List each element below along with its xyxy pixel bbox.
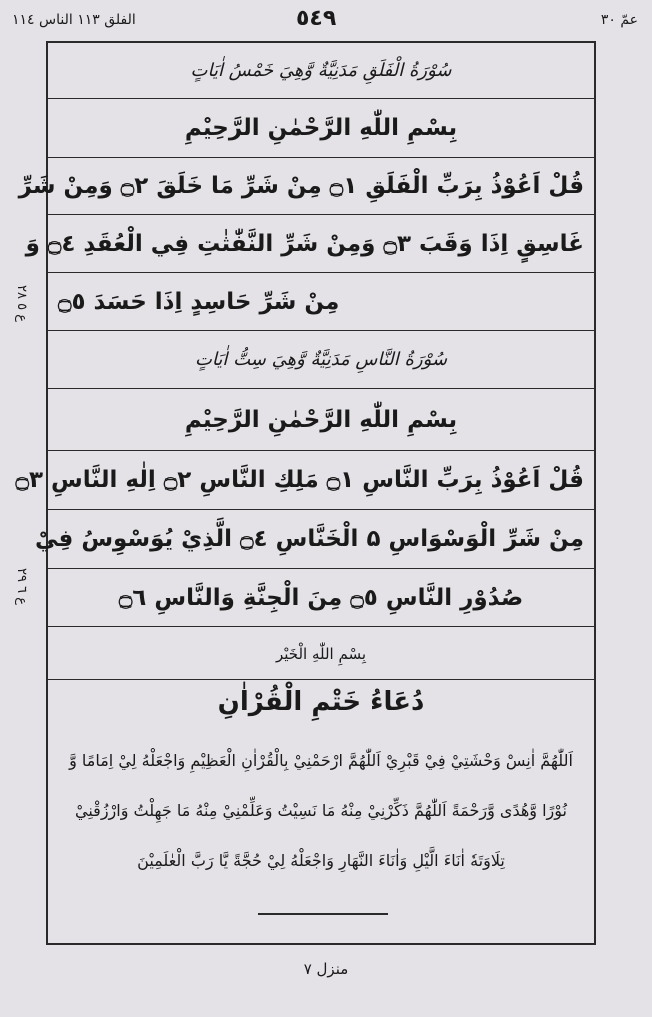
ruku-mark-1: ع ٥ ٢٨ (14, 285, 29, 322)
header-juz: عمّ ٣٠ (600, 12, 638, 28)
page-number: ٥٤٩ (296, 6, 337, 31)
surah-nas-title: سُوْرَةُ النَّاسِ مَدَنِيَّةٌ وَّهِيَ سِتُّ اٰيَاتٍ (48, 331, 594, 389)
verse-line: مِنْ شَرِّ حَاسِدٍ اِذَا حَسَدَ ۝٥ (48, 273, 594, 331)
dua-line: تِلَاوَتَهٗ اٰنَاءَ الَّيْلِ وَاٰنَاءَ النَّهَارِ وَاجْعَلْهُ لِيْ حُجَّةً يَّا رَبَّ الْعٰلَمِيْنَ (137, 851, 505, 870)
end-rule (258, 913, 388, 915)
surah-falaq-bismillah: بِسْمِ اللّٰهِ الرَّحْمٰنِ الرَّحِيْمِ (48, 99, 594, 158)
ruku-mark-2: ع ٦ ٢٩ (14, 568, 29, 605)
dua-section (48, 629, 594, 943)
verse-line: قُلْ اَعُوْذُ بِرَبِّ النَّاسِ ۝١ مَلِكِ النَّاسِ ۝٢ اِلٰهِ النَّاسِ ۝٣ (48, 451, 594, 510)
verse-line: صُدُوْرِ النَّاسِ ۝٥ مِنَ الْجِنَّةِ وَالنَّاسِ ۝٦ (48, 569, 594, 627)
surah-nas-bismillah: بِسْمِ اللّٰهِ الرَّحْمٰنِ الرَّحِيْمِ (48, 389, 594, 451)
header-surah-names: الفلق ١١٣ الناس ١١٤ (12, 12, 136, 28)
verse-line: مِنْ شَرِّ الْوَسْوَاسِ ۵ الْخَنَّاسِ ۝٤ الَّذِيْ يُوَسْوِسُ فِيْ (48, 510, 594, 569)
manzil-footer: منزل ٧ (303, 960, 349, 978)
dua-line: نُوْرًا وَّهُدًى وَّرَحْمَةً اَللّٰهُمَّ ذَكِّرْنِيْ مِنْهُ مَا نَسِيْتُ وَعَلِّمْنِيْ مِنْهُ مَا جَهِلْتُ وَارْزُقْنِيْ (75, 801, 567, 820)
dua-title: دُعَاءُ خَتْمِ الْقُرْاٰنِ (217, 687, 425, 717)
page-header (0, 0, 652, 40)
dua-heading: بِسْمِ اللّٰهِ الْخَيْر (275, 645, 367, 663)
surah-falaq-title: سُوْرَةُ الْفَلَقِ مَدَنِيَّةٌ وَّهِيَ خَمْسُ اٰيَاتٍ (48, 43, 594, 99)
verse-line: غَاسِقٍ اِذَا وَقَبَ ۝٣ وَمِنْ شَرِّ النَّفّٰثٰتِ فِي الْعُقَدِ ۝٤ وَ (48, 215, 594, 273)
verse-line: قُلْ اَعُوْذُ بِرَبِّ الْفَلَقِ ۝١ مِنْ شَرِّ مَا خَلَقَ ۝٢ وَمِنْ شَرِّ (48, 158, 594, 215)
dua-line: اَللّٰهُمَّ اٰنِسْ وَحْشَتِيْ فِيْ قَبْرِيْ اَللّٰهُمَّ ارْحَمْنِيْ بِالْقُرْاٰنِ الْعَظِيْمِ وَاجْعَلْهُ لِيْ اِمَامًا وَّ (69, 751, 573, 770)
